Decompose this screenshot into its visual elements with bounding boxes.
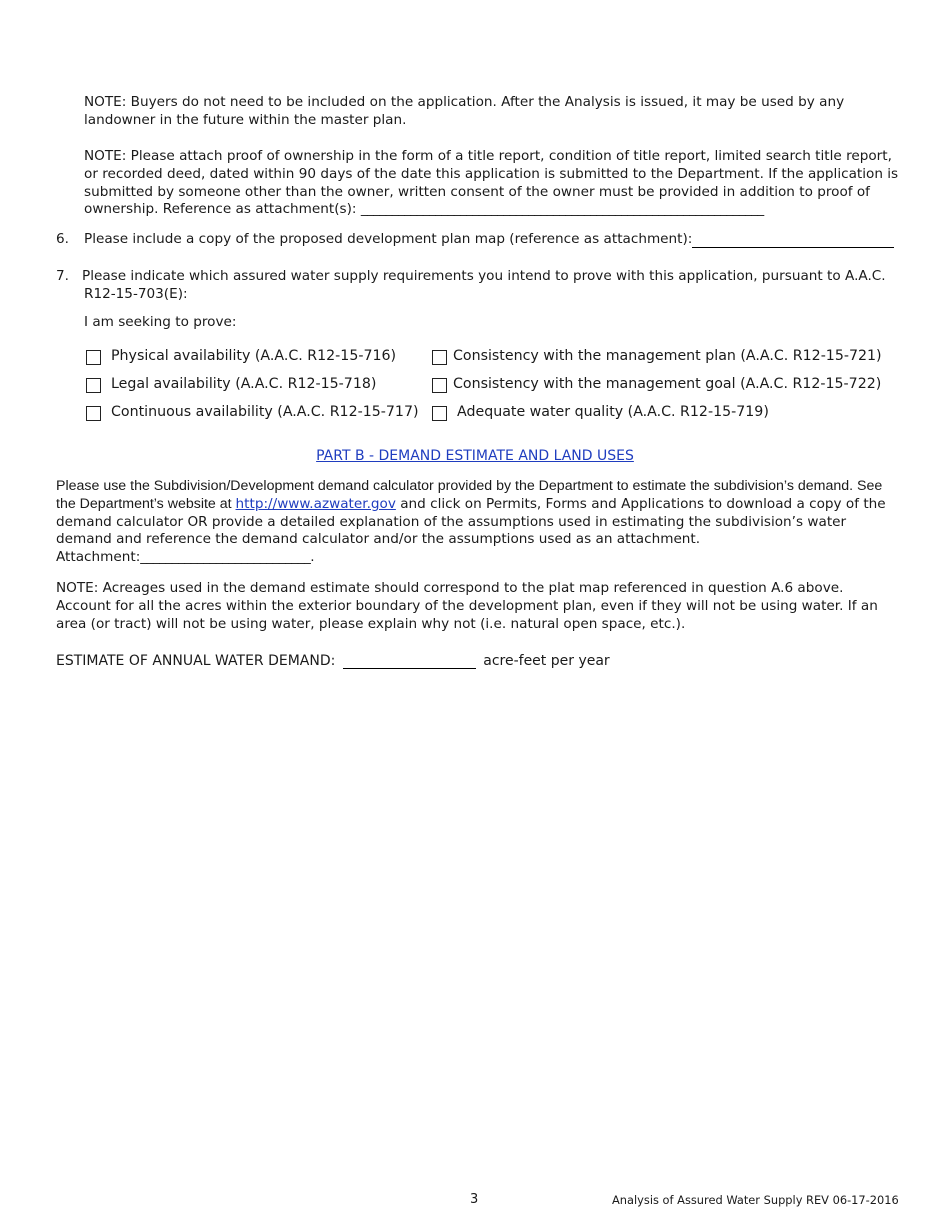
seeking-label: I am seeking to prove: [84,314,237,330]
part-b-heading[interactable]: PART B - DEMAND ESTIMATE AND LAND USES [316,448,634,464]
part-b-heading-wrap [0,448,950,464]
question-6-number: 6. [56,231,69,247]
page-number: 3 [470,1192,479,1207]
continuous-availability-label: Continuous availability (A.A.C. R12-15-717) [111,404,419,420]
question-7-text: Please indicate which assured water supply requirements you intend to prove with this application, pursuant to A.A.C. [82,268,886,284]
ownership-attachment-field[interactable]: _________________________________________________________________ [360,201,764,218]
azwater-link[interactable]: http://www.azwater.gov [235,495,396,512]
estimate-unit: acre-feet per year [483,653,610,669]
annual-demand-field[interactable] [343,654,476,669]
note-ownership [84,148,900,219]
demand-calculator-text-1: Please use the Subdivision/Development demand calculator provided by the Department to estimate the subdivision’s demand. See the Department’s website at [56,478,883,512]
question-7 [56,268,916,284]
legal-availability-checkbox[interactable] [86,378,101,393]
management-plan-label: Consistency with the management plan (A.A.C. R12-15-721) [453,348,882,364]
acreage-note: NOTE: Acreages used in the demand estimate should correspond to the plat map referenced in question A.6 above. Account for all the acres within the exterior boundary of the development plan, even if they will not be using water. If an area (or tract) will not be using water, please explain why not (i.e. natural open space, etc.). [56,580,878,632]
management-goal-checkbox[interactable] [432,378,447,393]
legal-availability-label: Legal availability (A.A.C. R12-15-718) [111,376,377,392]
physical-availability-checkbox[interactable] [86,350,101,365]
management-goal-label: Consistency with the management goal (A.A.C. R12-15-722) [453,376,882,392]
note-buyers: NOTE: Buyers do not need to be included on the application. After the Analysis is issued, it may be used by any landowner in the future within the master plan. [84,94,845,128]
water-quality-label: Adequate water quality (A.A.C. R12-15-719) [457,404,769,420]
estimate-label: ESTIMATE OF ANNUAL WATER DEMAND: [56,653,336,669]
water-quality-checkbox[interactable] [432,406,447,421]
development-plan-attachment-field[interactable] [692,232,894,248]
question-6-text: Please include a copy of the proposed development plan map (reference as attachment): [84,231,693,247]
management-plan-checkbox[interactable] [432,350,447,365]
continuous-availability-checkbox[interactable] [86,406,101,421]
demand-calculator-paragraph [56,478,902,567]
demand-calculator-text-2: and click on Permits, Forms and Applications to download a copy of the demand calculator OR provide a detailed explanation of the assumptions used in estimating the subdivision’s water demand and reference the demand calculator and/or the assumptions used as an attachment. [56,495,886,548]
demand-attachment-field[interactable]: ___________________________. [140,549,315,566]
document-revision: Analysis of Assured Water Supply REV 06-17-2016 [612,1193,899,1207]
question-7-text-cont: R12-15-703(E): [84,286,188,302]
question-7-number: 7. [56,268,69,284]
estimate-row [56,653,610,669]
physical-availability-label: Physical availability (A.A.C. R12-15-716) [111,348,397,364]
attachment-label: Attachment: [56,549,141,566]
note-ownership-text: NOTE: Please attach proof of ownership in the form of a title report, condition of title report, limited search title report, or recorded deed, dated within 90 days of the date this application is submitted to the Department. If the application is submitted by someone other than the owner, written consent of the owner must be provided in addition to proof of ownership. Reference as attachment(s): [84,148,899,218]
